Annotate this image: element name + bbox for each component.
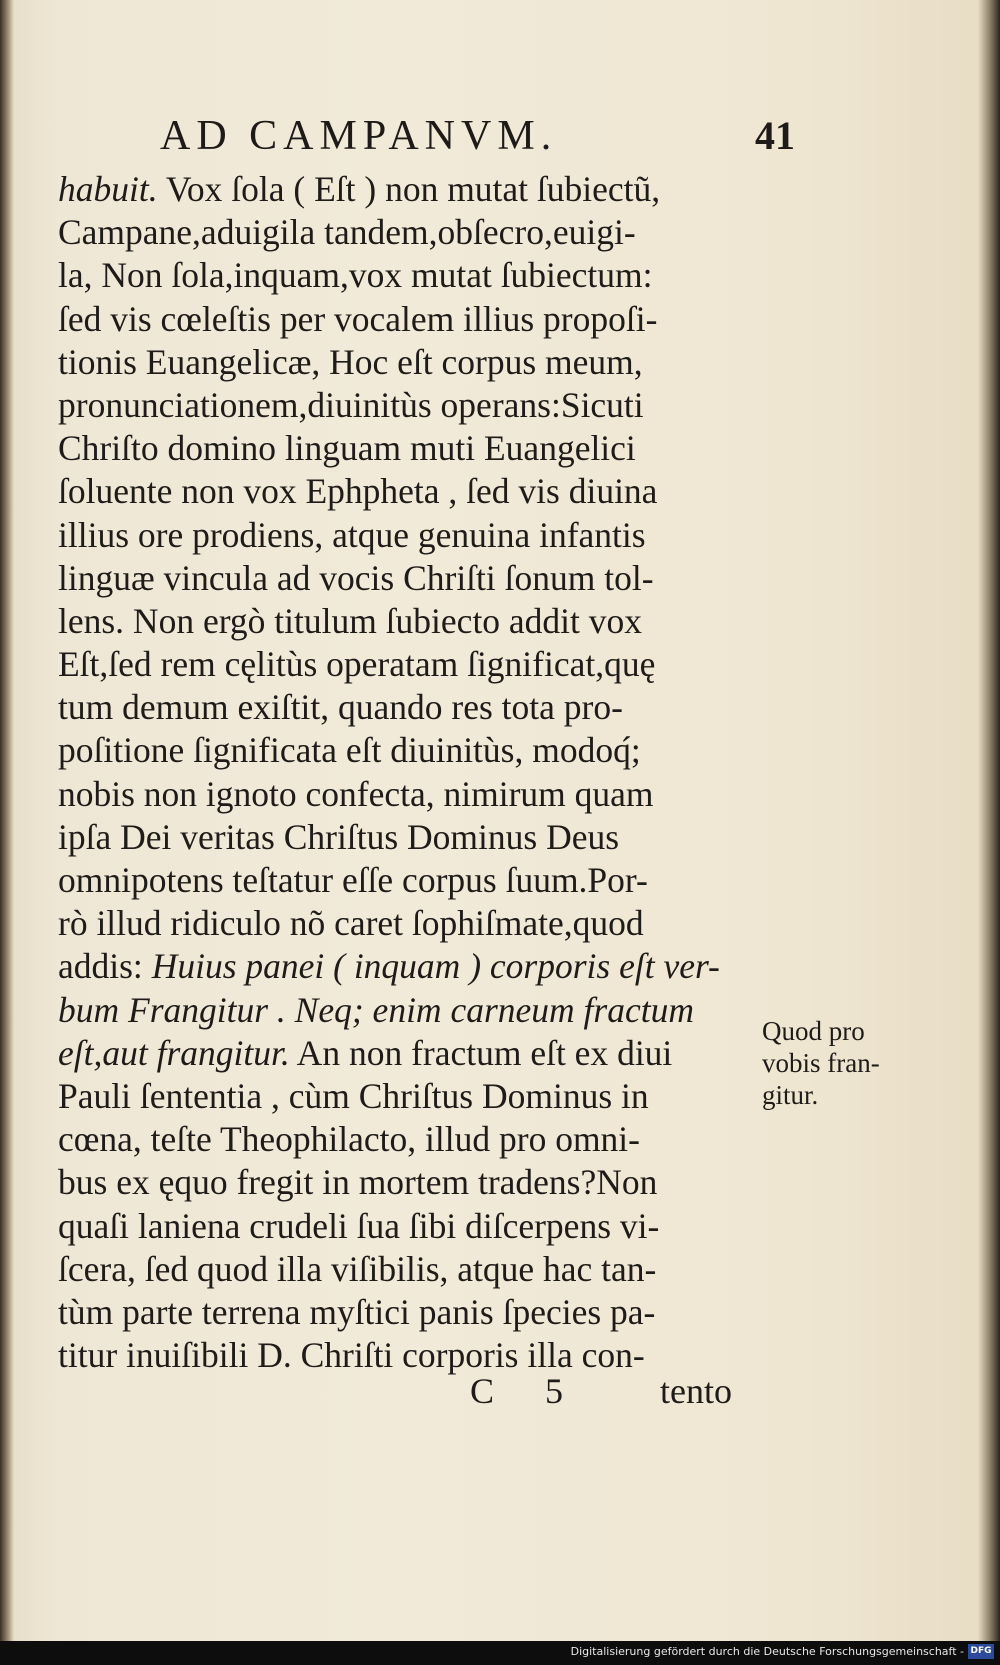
text-line: [58, 902, 758, 945]
dfg-logo-icon: DFG: [968, 1644, 994, 1659]
text-segment: ſoluente non vox Ephpheta , ſed vis diuina: [58, 471, 658, 512]
text-segment: la, Non ſola,inquam,vox mutat ſubiectum:: [58, 255, 653, 296]
text-line: [58, 816, 758, 859]
text-segment: An non fractum eſt ex diui: [289, 1032, 673, 1073]
text-line: [58, 1291, 758, 1334]
text-line: [58, 729, 758, 772]
text-line: [58, 168, 758, 211]
page-number: 41: [755, 113, 795, 158]
text-segment: cœna, teſte Theophilacto, illud pro omni-: [58, 1119, 640, 1160]
italic-quote-segment: habuit.: [58, 169, 158, 209]
page-edge-shadow-right: [978, 0, 1000, 1641]
text-segment: poſitione ſignificata eſt diuinitùs, modoq́;: [58, 730, 641, 771]
text-segment: omnipotens teſtatur eſſe corpus ſuum.Por-: [58, 860, 648, 900]
text-segment: pronunciationem,diuinitùs operans:Sicuti: [58, 384, 644, 425]
text-line: [58, 945, 758, 988]
text-line: [58, 557, 758, 600]
text-segment: bus ex ęquo fregit in mortem tradens?Non: [58, 1162, 658, 1203]
text-segment: Vox ſola ( Eſt ) non mutat ſubiectũ,: [157, 169, 661, 209]
text-line: [58, 254, 758, 297]
text-segment: illius ore prodiens, atque genuina infantis: [58, 514, 646, 555]
text-line: [58, 1075, 758, 1118]
signature-letter: C: [470, 1371, 495, 1411]
text-line: [58, 1161, 758, 1204]
text-line: [58, 514, 758, 557]
italic-quote-segment: bum Frangitur . Neq; enim carneum fractum: [58, 989, 694, 1030]
text-line: [58, 1032, 758, 1075]
marginal-note-line: Quod pro: [762, 1016, 865, 1046]
text-line: [58, 298, 758, 341]
signature-line: [470, 1370, 760, 1415]
italic-quote-segment: Huius panei ( inquam ) corporis eſt ver-: [151, 946, 720, 987]
text-line: [58, 1205, 758, 1248]
text-line: [58, 686, 758, 729]
text-segment: rò illud ridiculo nõ caret ſophiſmate,quod: [58, 903, 644, 944]
text-line: [58, 859, 758, 902]
text-segment: nobis non ignoto confecta, nimirum quam: [58, 773, 654, 814]
text-segment: addis:: [58, 946, 152, 987]
text-line: [58, 600, 758, 643]
text-line: [58, 341, 758, 384]
text-line: [58, 470, 758, 513]
text-segment: Chriſto domino linguam muti Euangelici: [58, 428, 636, 469]
text-line: [58, 211, 758, 254]
text-segment: quaſi laniena crudeli ſua ſibi diſcerpens vi-: [58, 1205, 660, 1246]
text-line: [58, 989, 758, 1032]
text-line: [58, 1118, 758, 1161]
page-edge-shadow-left: [0, 0, 14, 1641]
text-segment: lens. Non ergò titulum ſubiecto addit vox: [58, 600, 643, 641]
text-line: [58, 643, 758, 686]
text-line: [58, 1248, 758, 1291]
digitization-credit: Digitalisierung gefördert durch die Deutsche Forschungsgemeinschaft -: [570, 1645, 964, 1658]
text-segment: tùm parte terrena myſtici panis ſpecies pa-: [58, 1291, 656, 1332]
text-segment: Pauli ſententia , cùm Chriſtus Dominus in: [58, 1075, 649, 1116]
text-segment: tum demum exiſtit, quando res tota pro-: [58, 687, 623, 728]
text-line: [58, 427, 758, 470]
text-line: [58, 384, 758, 427]
body-text: [58, 168, 758, 1377]
text-segment: ſed vis cœleſtis per vocalem illius propoſi-: [58, 298, 658, 339]
text-line: [58, 773, 758, 816]
text-segment: ipſa Dei veritas Chriſtus Dominus Deus: [58, 816, 620, 857]
digitization-footer: [0, 1641, 1000, 1665]
text-segment: linguæ vincula ad vocis Chriſti ſonum tol-: [58, 557, 654, 598]
text-segment: tionis Euangelicæ, Hoc eſt corpus meum,: [58, 341, 643, 382]
text-segment: Eſt,ſed rem cęlitùs operatam ſignificat,quę: [58, 644, 656, 685]
italic-quote-segment: eſt,aut frangitur.: [58, 1032, 290, 1073]
signature-number: 5: [545, 1371, 563, 1411]
text-segment: Campane,aduigila tandem,obſecro,euigi-: [58, 212, 636, 253]
marginal-note-line: vobis fran-: [762, 1048, 880, 1078]
catchword: tento: [660, 1371, 732, 1411]
marginal-note-line: gitur.: [762, 1080, 819, 1110]
running-head: AD CAMPANVM.: [160, 113, 558, 159]
text-segment: ſcera, ſed quod illa viſibilis, atque hac tan-: [58, 1248, 657, 1289]
marginal-note: [762, 1015, 932, 1111]
text-segment: titur inuiſibili D. Chriſti corporis illa con-: [58, 1335, 645, 1376]
